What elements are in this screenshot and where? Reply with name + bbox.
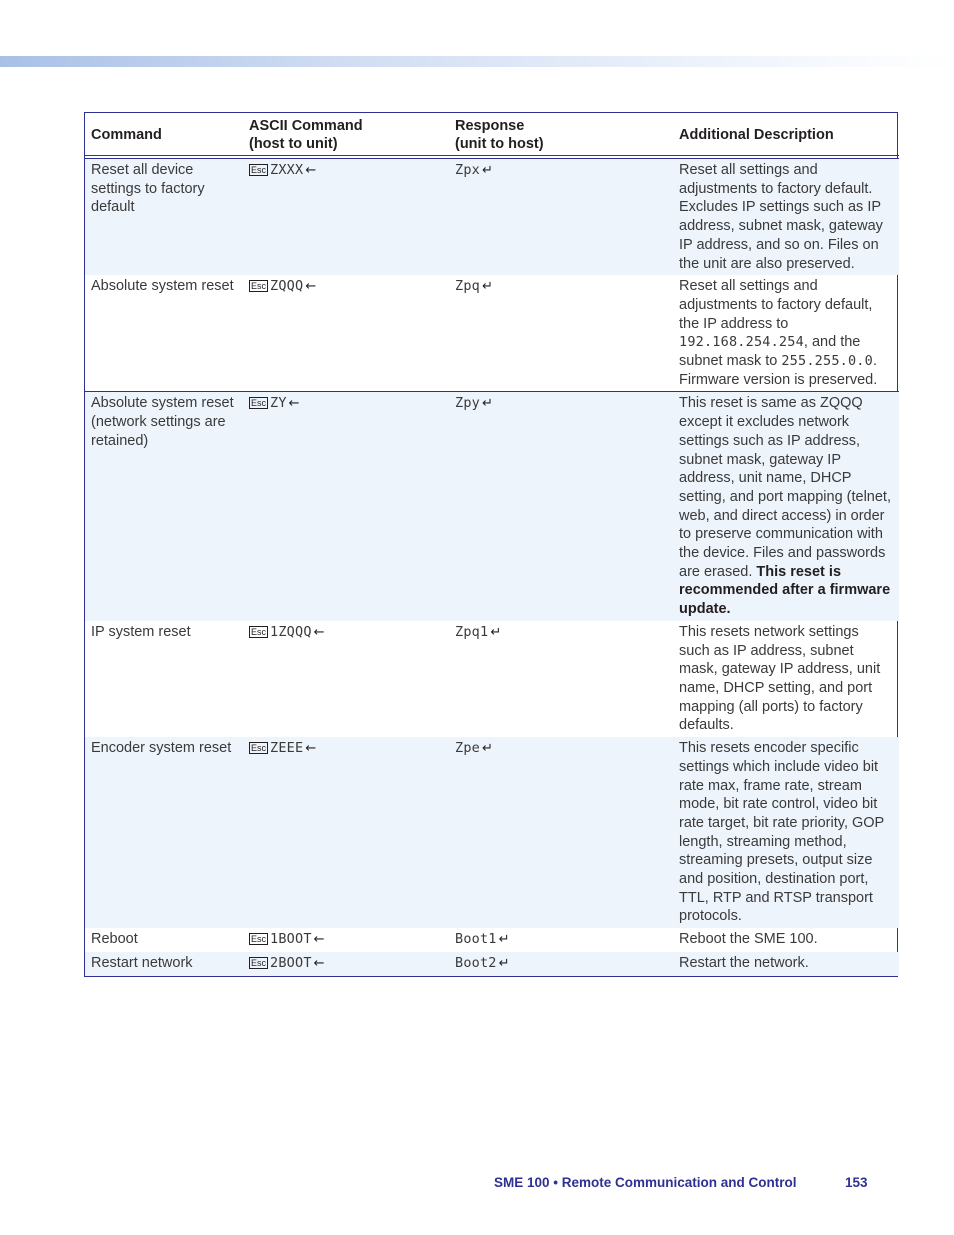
return-arrow-icon: ↵ (498, 932, 510, 948)
header-command: Command (85, 113, 243, 156)
table-header-row (85, 113, 899, 156)
cell-description: Reboot the SME 100. (679, 931, 818, 948)
left-arrow-icon: ← (288, 396, 300, 412)
cell-description: This reset is same as ZQQQ except it excludes network settings such as IP address, subnet mask, gateway IP address, unit name, DHCP setting, and port mapping (telnet, web, and direct access) in order to preserve communication with the device. Files and passwords are erased. This reset is recommended after a firmware update. (673, 392, 899, 621)
esc-key-icon: Esc (251, 934, 267, 945)
cell-response: Boot2 ↵ (449, 952, 673, 976)
cell-ascii: Esc ZQQQ ← (251, 278, 317, 295)
esc-key-icon: Esc (251, 165, 267, 175)
return-arrow-icon: ↵ (490, 624, 502, 640)
return-arrow-icon: ↵ (481, 396, 493, 412)
cell-response: Zpe ↵ (449, 737, 673, 928)
table-row (85, 928, 899, 952)
cell-description: This resets encoder specific settings which include video bit rate max, frame rate, stream mode, bit rate control, video bit rate target, bit rate priority, GOP length, streaming method, streaming presets, output size and position, destination port, TTL, RTP and RTSP transport protocols. (673, 737, 899, 928)
left-arrow-icon: ← (305, 279, 317, 295)
left-arrow-icon: ← (313, 955, 325, 971)
table-row (85, 621, 899, 737)
table-row (85, 275, 899, 392)
return-arrow-icon: ↵ (498, 955, 510, 971)
return-arrow-icon: ↵ (481, 741, 493, 757)
cell-ascii: Esc ZXXX ← (243, 159, 449, 276)
page-number: 153 (845, 1175, 868, 1190)
cell-command: Reset all device settings to factory default (85, 159, 243, 276)
recommendation-note: This reset is recommended after a firmware update. (679, 563, 891, 618)
cell-command: Absolute system reset (network settings are retained) (85, 392, 243, 621)
cell-ascii: Esc ZEEE ← (243, 737, 449, 928)
header-additional-description: Additional Description (673, 113, 899, 156)
esc-key-icon: Esc (251, 957, 267, 968)
cell-ascii: Esc 2BOOT ← (243, 952, 449, 976)
table-row (85, 952, 899, 976)
cell-command: Reboot (91, 931, 138, 948)
cell-ascii: Esc 1BOOT ← (251, 931, 325, 948)
cell-command: Encoder system reset (85, 737, 243, 928)
footer-title: SME 100 • Remote Communication and Control (494, 1175, 797, 1190)
cell-description: Restart the network. (673, 952, 899, 976)
command-table (84, 112, 898, 977)
left-arrow-icon: ← (305, 741, 317, 757)
cell-ascii: Esc ZY ← (243, 392, 449, 621)
return-arrow-icon: ↵ (481, 163, 493, 178)
left-arrow-icon: ← (313, 932, 325, 948)
table-row (85, 159, 899, 276)
header-ascii-command: ASCII Command (host to unit) (243, 113, 449, 156)
subnet-mask-value: 255.255.0.0 (781, 353, 873, 370)
header-response: Response (unit to host) (449, 113, 673, 156)
esc-key-icon: Esc (251, 743, 267, 754)
left-arrow-icon: ← (305, 163, 317, 178)
table-row (85, 392, 899, 621)
cell-response: Zpq ↵ (455, 278, 493, 295)
cell-response: Boot1 ↵ (455, 931, 510, 948)
cell-description: Reset all settings and adjustments to factory default, the IP address to 192.168.254.254, and the subnet mask to 255.255.0.0. Firmware version is preserved. (679, 278, 878, 388)
return-arrow-icon: ↵ (481, 279, 493, 295)
page-footer (494, 1175, 868, 1190)
cell-ascii: Esc 1ZQQQ ← (251, 623, 325, 640)
esc-key-icon: Esc (251, 281, 267, 292)
cell-response: Zpx ↵ (449, 159, 673, 276)
cell-command: Restart network (85, 952, 243, 976)
esc-key-icon: Esc (251, 398, 267, 409)
left-arrow-icon: ← (313, 624, 325, 640)
top-gradient-bar (0, 56, 954, 67)
cell-command: IP system reset (91, 623, 191, 640)
cell-command: Absolute system reset (91, 278, 234, 295)
cell-description: This resets network settings such as IP address, subnet mask, gateway IP address, unit name, DHCP setting, and port mapping (all ports) to factory defaults. (679, 623, 881, 734)
table-row (85, 737, 899, 928)
cell-response: Zpy ↵ (449, 392, 673, 621)
esc-key-icon: Esc (251, 626, 267, 637)
cell-response: Zpq1 ↵ (455, 623, 502, 640)
ip-address-value: 192.168.254.254 (679, 334, 804, 351)
cell-description: Reset all settings and adjustments to factory default. Excludes IP settings such as IP address, subnet mask, gateway IP address, and so on. Files on the unit are also preserved. (673, 159, 899, 276)
